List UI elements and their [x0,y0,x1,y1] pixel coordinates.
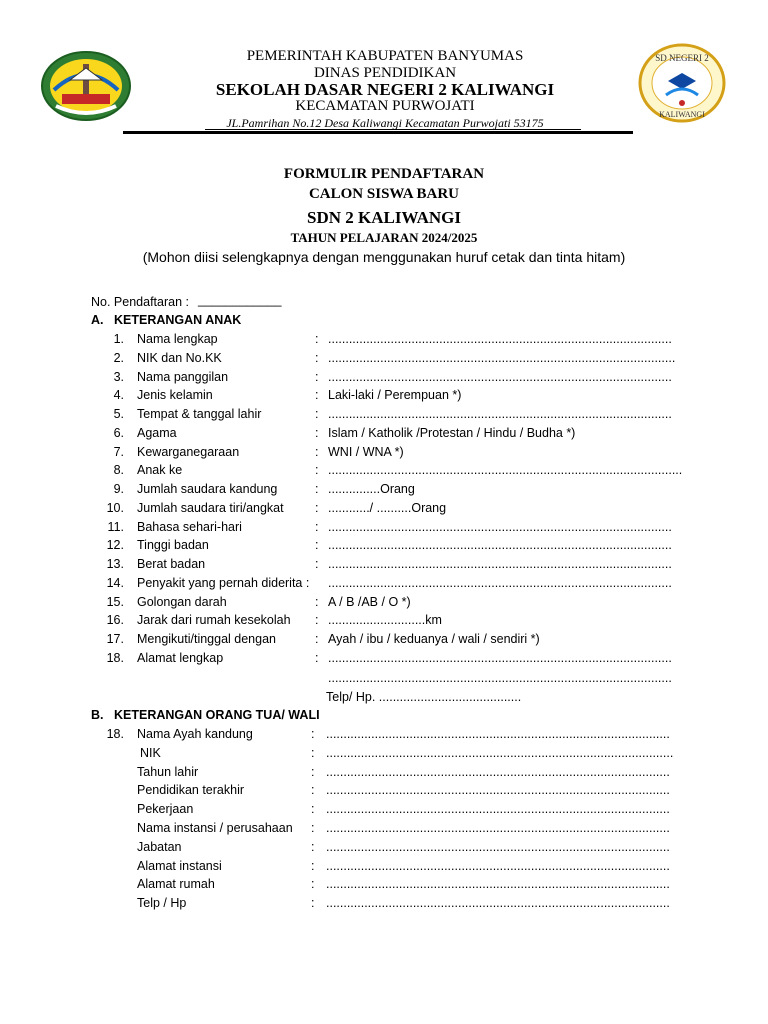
row-colon: : [315,557,319,571]
registration-label: No. Pendaftaran : [91,295,189,309]
row-label: Pekerjaan [137,802,194,817]
row-label: NIK [140,745,161,760]
row-number: 15. [106,594,124,609]
row-label: Tahun lahir [137,764,199,779]
section-a-title: KETERANGAN ANAK [114,313,242,327]
form-school: SDN 2 KALIWANGI [307,208,461,227]
row-label: Alamat instansi [137,858,222,873]
row-label: Jarak dari rumah kesekolah [137,613,291,628]
row-colon: : [311,764,315,779]
row-number: 12. [106,538,124,553]
row-value-field[interactable]: ................................................................................................... [328,575,672,590]
row-label: Alamat rumah [137,877,215,892]
phone-field[interactable]: Telp/ Hp. ......................................... [326,690,522,704]
form-instruction: (Mohon diisi selengkapnya dengan menggunakan huruf cetak dan tinta hitam) [142,249,626,265]
row-value-field[interactable]: ................................................................................................... [326,821,670,835]
section-a-letter: A. [91,313,104,327]
row-label: Jumlah saudara kandung [137,482,278,496]
header-government: PEMERINTAH KABUPATEN BANYUMAS [246,48,524,64]
row-value-field[interactable]: WNI / WNA *) [328,444,404,459]
form-subtitle: CALON SISWA BARU [308,186,460,202]
row-number: 14. [106,575,124,590]
row-label: Berat badan [137,557,206,571]
row-value-field[interactable]: ................................................................................................... [328,519,672,534]
header-address: JL.Pamrihan No.12 Desa Kaliwangi Kecamatan Purwojati 53175 [226,116,544,130]
row-value-field[interactable]: ................................................................................................... [326,783,670,798]
row-value-field[interactable]: Islam / Katholik /Protestan / Hindu / Budha *) [328,425,576,440]
row-label: Tinggi badan [137,538,209,553]
row-colon: : [311,745,315,760]
row-value-field[interactable]: ................................................................................................... [328,650,672,665]
row-value-field[interactable]: ............................km [328,613,442,628]
row-number: 5. [113,407,124,421]
row-colon: : [311,783,315,798]
row-value-field[interactable]: ................................................................................................... [328,407,672,421]
row-value-field[interactable]: ............/ ..........Orang [328,500,447,515]
row-colon: : [315,444,319,459]
row-number: 9. [113,482,124,496]
row-label: Nama instansi / perusahaan [137,821,293,835]
row-value-field[interactable]: ................................................................................................... [326,727,670,741]
row-colon: : [315,632,319,646]
row-value-field[interactable]: A / B /AB / O *) [328,594,411,609]
row-colon: : [311,858,315,873]
row-label: Jumlah saudara tiri/angkat [137,500,284,515]
row-label: Nama lengkap [137,332,218,346]
row-label: Penyakit yang pernah diderita : [137,575,310,590]
row-value-field[interactable]: ................................................................................................... [328,538,672,553]
row-colon: : [315,482,319,496]
section-b-title: KETERANGAN ORANG TUA/ WALI [114,708,320,722]
row-colon: : [315,463,319,478]
row-value-field[interactable]: ................................................................................................... [328,369,672,384]
row-number: 17. [106,632,124,646]
row-colon: : [315,650,319,665]
row-label: Agama [137,425,177,440]
row-colon: : [315,388,319,403]
row-label: Nama panggilan [137,369,229,384]
row-value-field[interactable]: ................................................................................................... [328,557,672,571]
school-emblem-top-text: SD NEGERI 2 [655,53,709,63]
row-label: Bahasa sehari-hari [137,519,242,534]
school-emblem-icon [638,43,726,123]
row-colon: : [315,538,319,553]
row-number: 10. [106,500,124,515]
header-department: DINAS PENDIDIKAN [313,65,457,81]
row-value-field[interactable]: ................................................................................................... [326,764,670,779]
row-label: Anak ke [137,463,183,478]
row-colon: : [315,425,319,440]
row-number: 11. [107,519,124,534]
row-label: Tempat & tanggal lahir [137,407,262,421]
row-label: Kewarganegaraan [137,444,240,459]
row-number: 16. [106,613,124,628]
row-label: Jabatan [137,839,182,854]
row-value-field[interactable]: ...................................................................................................... [328,463,683,478]
row-value-field[interactable]: ................................................................................................... [326,858,670,873]
row-colon: : [311,839,315,854]
row-value-field[interactable]: ................................................................................................... [326,839,670,854]
row-number: 7. [113,444,124,459]
row-colon: : [315,594,319,609]
row-number: 6. [113,425,124,440]
row-colon: : [315,519,319,534]
row-colon: : [315,613,319,628]
row-value-field[interactable]: Laki-laki / Perempuan *) [328,388,462,403]
row-value-field[interactable]: ................................................................................................... [328,332,672,346]
registration-field[interactable]: ____________ [198,293,282,307]
row-number: 13. [106,557,124,571]
row-number: 3. [113,369,124,384]
row-value-field[interactable]: .................................................................................................... [326,745,674,760]
row-label: Pendidikan terakhir [137,783,245,798]
row-colon: : [311,877,315,892]
row-label: Alamat lengkap [137,650,224,665]
form-title: FORMULIR PENDAFTARAN [283,166,485,182]
row-colon: : [315,350,319,365]
row-number: 2. [113,350,124,365]
row-label: NIK dan No.KK [137,350,222,365]
row-colon: : [315,332,319,346]
section-b-letter: B. [91,708,104,722]
row-label: Mengikuti/tinggal dengan [137,632,276,646]
header-rule-thick [123,131,633,134]
row-colon: : [315,407,319,421]
row-colon: : [311,802,315,817]
row-colon: : [311,727,315,741]
row-label: Jenis kelamin [137,388,213,403]
address-continuation-field[interactable]: ................................................................................................... [328,671,672,685]
row-value-field[interactable]: Ayah / ibu / keduanya / wali / sendiri *) [328,632,540,646]
header-district: KECAMATAN PURWOJATI [295,98,475,114]
school-emblem-bottom-text: KALIWANGI [659,110,705,119]
row-number: 4. [113,388,124,403]
row-colon: : [315,500,319,515]
row-colon: : [311,821,315,835]
row-label: Golongan darah [137,594,227,609]
row-number: 8. [113,463,124,478]
row-value-field[interactable]: .................................................................................................... [328,350,676,365]
row-number: 1. [113,332,124,346]
row-colon: : [315,369,319,384]
row-number: 18. [106,650,124,665]
row-value-field[interactable]: ................................................................................................... [326,896,670,911]
row-number: 18. [106,727,124,741]
row-label: Telp / Hp [137,896,187,911]
form-academic-year: TAHUN PELAJARAN 2024/2025 [290,230,478,245]
header-school-name: SEKOLAH DASAR NEGERI 2 KALIWANGI [215,80,555,99]
row-value-field[interactable]: ................................................................................................... [326,877,670,892]
regency-emblem-icon [40,50,132,122]
row-label: Nama Ayah kandung [137,727,253,741]
row-colon: : [311,896,315,911]
row-value-field[interactable]: ...............Orang [328,482,415,496]
row-value-field[interactable]: ................................................................................................... [326,802,670,817]
header-rule-thin [205,129,581,130]
